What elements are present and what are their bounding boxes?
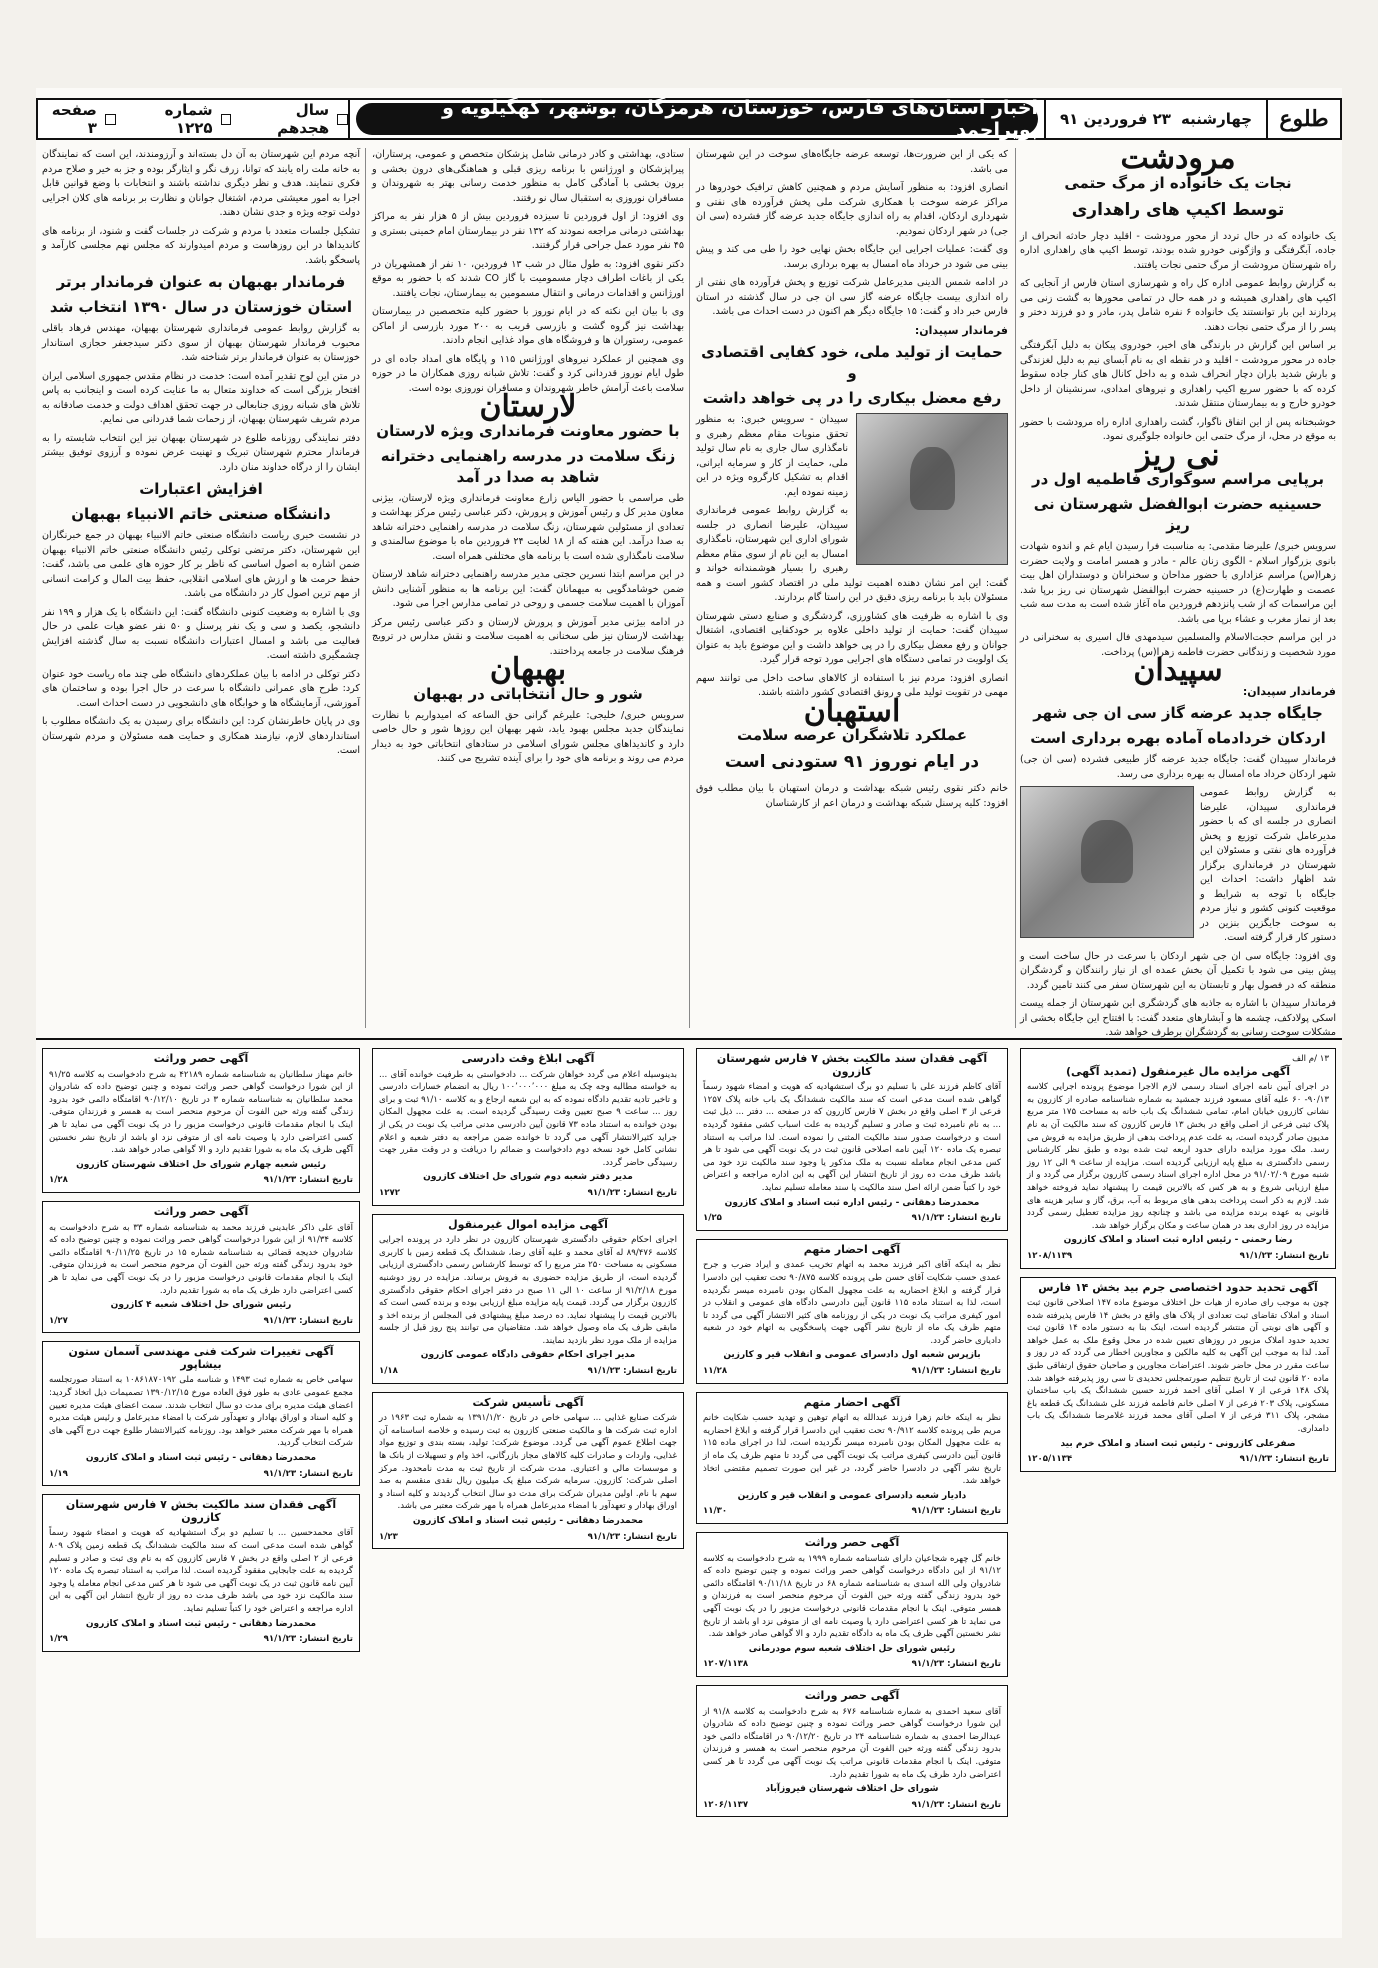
legal-notice (1020, 1277, 1336, 1472)
page-number: صفحه ۳ (51, 101, 97, 137)
kicker: فرماندار سپیدان: (914, 323, 1008, 337)
notice-signature: رئیس شورای حل اختلاف شعبه ۴ کازرون (110, 1300, 292, 1311)
paragraph: که یکی از این ضرورت‌ها، توسعه عرضه جایگاه‌های سوخت در این شهرستان می باشد. (696, 149, 1008, 175)
paragraph: سپیدان - سرویس خبری: به منظور تحقق منویات مقام معظم رهبری و نامگذاری سال جاری به نام سال تولید ملی، حمایت از کار و سرمایه ایرانی، اقدام به تشکیل کارگروه ویژه در این زمینه نموده ایم. (696, 414, 848, 498)
issue-date-value: ۲۳ فروردین ۹۱ (1059, 110, 1171, 128)
notice-footer (49, 1315, 353, 1328)
paragraph: خوشبختانه پس از این اتفاق ناگوار، گشت راهداری اداره راه مرودشت با حضور به موقع در محل، از مرگ حتمی این خانواده جلوگیری نمود. (1020, 416, 1336, 442)
headline: استان خوزستان در سال ۱۳۹۰ انتخاب شد (49, 298, 353, 316)
notice-body: نظر به اینکه خانم زهرا فرزند عبدالله به اتهام توهین و تهدید حسب شکایت خانم مریم طی پرونده کلاسه ۹۰/۹۱۲ تحت تعقیب این دادسرا قرار گرفته و ابلاغ احضاریه به علت مجهول المکان بودن نامبرده میسر نگردیده است، لذا در اجرای ماده ۱۱۵ قانون آیین دادرسی کیفری مراتب یک نوبت آگهی می گردد تا متهم ظرف یک ماه از تاریخ نشر آگهی در دادسرا حاضر گردد، در غیر این صورت تصمیم مقتضی اتخاذ خواهد شد. (703, 1413, 1001, 1487)
square-icon (105, 114, 116, 125)
headline: دانشگاه صنعتی خاتم الانبیاء بهبهان (71, 505, 331, 523)
notice-footer (379, 1187, 677, 1200)
notice-body: شرکت صنایع غذایی ... سهامی خاص در تاریخ ۱۳۹۱/۱/۲۰ به شماره ثبت ۱۹۶۳ در اداره ثبت شرکت ها و مالکیت صنعتی کازرون به ثبت رسیده و خلاصه اساسنامه آن جهت اطلاع عموم آگهی می گردد. موضوع شرکت: تولید، بسته بندی و توزیع مواد غذایی، واردات و صادرات کلیه کالاهای مجاز بازرگانی، اخذ وام و تسهیلات از بانک ها و موسسات مالی و اعتباری. مدت شرکت از تاریخ ثبت به مدت نامحدود. مرکز اصلی شرکت: کازرون. سرمایه شرکت مبلغ یک میلیون ریال نقدی منقسم به صد سهم با نام. اولین مدیران شرکت برای مدت دو سال انتخاب گردیدند و کلیه اسناد و اوراق بهادار و تعهدآور با امضاء مدیرعامل همراه با مهر شرکت معتبر می باشد. (379, 1413, 677, 1512)
paragraph: انصاری افزود: مردم نیز با استفاده از کالاهای ساخت داخل می توانند سهم مهمی در تقویت تولید ملی و رونق اقتصادی کشور داشته باشند. (696, 672, 1008, 698)
notice-footer (49, 1468, 353, 1481)
headline: عملکرد تلاشگران عرصه سلامت (736, 726, 968, 744)
paragraph: در ادامه شمس الدینی مدیرعامل شرکت توزیع و پخش فرآورده های نفتی از راه اندازی بیست جایگاه عرضه گاز سی ان جی در سال گذشته در استان فارس خبر داد و گفت: ۱۵ جایگاه دیگر هم اکنون در دست احداث می باشد. (696, 277, 1008, 317)
paragraph: تشکیل جلسات متعدد با مردم و شرکت در جلسات گفت و شنود، از برنامه های کاندیداها در این روزهاست و مردم امیدوارند که مجلس نهم مجلسی کارآمد و پاسخگو باشد. (42, 225, 360, 266)
paragraph: فرماندار سپیدان با اشاره به جاذبه های گردشگری این شهرستان از جمله پیست اسکی پولادکف، چشمه ها و آبشارهای متعدد گفت: با افتتاح این جایگاه بخشی از مشکلات سوخت رسانی به گردشگران برطرف خواهد شد. (1020, 998, 1336, 1038)
headline: اردکان خردادماه آماده بهره برداری است (1030, 729, 1326, 747)
notice-date: تاریخ انتشار: ۹۱/۱/۲۳ (1239, 1454, 1329, 1465)
notice-code: ۱/۱۸ (379, 1366, 398, 1377)
notice-title: آگهی تأسیس شرکت (472, 1395, 584, 1409)
notice-signature: صفرعلی کازرونی - رئیس ثبت اسناد و املاک خرم بید (1060, 1438, 1296, 1449)
headline: جایگاه جدید عرضه گاز سی ان جی شهر (1033, 704, 1323, 722)
column-divider (689, 148, 690, 1028)
headline: حسینیه حضرت ابوالفضل شهرستان نی ریز (1033, 495, 1323, 534)
notice-footer (1027, 1250, 1329, 1263)
notice-title: آگهی حصر وراثت (804, 1688, 900, 1702)
newspaper-logo: طلوع (1266, 100, 1340, 138)
notice-date: تاریخ انتشار: ۹۱/۱/۲۳ (911, 1506, 1001, 1517)
notice-signature: رئیس شعبه چهارم شورای حل اختلاف شهرستان کازرون (76, 1159, 326, 1170)
legal-notice (42, 1201, 360, 1333)
notice-date: تاریخ انتشار: ۹۱/۱/۲۳ (587, 1187, 677, 1198)
headline: فرماندار بهبهان به عنوان فرماندار برتر (56, 273, 346, 291)
headline: شور و حال انتخاباتی در بهبهان (413, 684, 643, 703)
paragraph: انصاری افزود: به منظور آسایش مردم و همچنین کاهش ترافیک خودروها در مراکز عرضه سوخت با همکاری شرکت ملی پخش فرآورده های نفتی و شهرداری اردکان، اقدام به راه اندازی جایگاه جدید عرضه گاز فشرده (سی ان جی) در شهر اردکان نمودیم. (696, 182, 1008, 237)
notice-date: تاریخ انتشار: ۹۱/۱/۲۳ (263, 1315, 353, 1326)
city-heading: مرودشت (1120, 141, 1236, 176)
paragraph: به گزارش روابط عمومی فرمانداری شهرستان بهبهان، مهندس فرهاد باقلی محبوب فرماندار شهرستان بهبهان از سوی دکتر سیدجعفر حجازی استاندار خوزستان به عنوان فرماندار برتر شناخته شد. (42, 323, 360, 363)
legal-notice (42, 1048, 360, 1193)
notice-signature: محمدرضا دهقانی - رئیس ثبت اسناد و املاک کازرون (412, 1516, 644, 1526)
city-heading: بهبهان (489, 652, 567, 687)
notice-body: آقای علی ذاکر عابدینی فرزند محمد به شناسنامه شماره ۳۳ به شرح دادخواست به کلاسه ۹۱/۳۴ از این شورا درخواست گواهی حصر وراثت نموده و چنین توضیح داده که شادروان خدیجه قضائی به شناسنامه شماره ۱۵ در تاریخ ۹۰/۱۱/۲۵ اقامتگاه دائمی خود بدرود زندگی گفته ورثه حین الفوت آن مرحوم منحصر است به فرزندان متوفی. اینک با انجام مقدمات قانونی درخواست مزبور را در یک نوبت آگهی می نماید تا هر کسی اعتراضی دارد ظرف یک ماه به شورا تقدیم دارد. (49, 1222, 353, 1296)
issue-day: چهارشنبه (1180, 110, 1253, 128)
notice-body: آقای محمدحسین ... با تسلیم دو برگ استشهادیه که هویت و امضاء شهود رسماً گواهی شده است مدعی است که سند مالکیت ششدانگ یک قطعه زمین پلاک ۸۰۹ فرعی از ۲ اصلی واقع در بخش ۷ فارس کازرون که به نام وی ثبت و صادر و تسلیم گردیده به علت جابجایی مفقود گردیده است. لذا مراتب به استناد تبصره یک ماده ۱۲۰ آیین نامه قانون ثبت در یک نوبت آگهی می شود تا هر کس مدعی انجام معامله یا وجود سند مالکیت نزد خود می باشد ظرف مدت ده روز از تاریخ انتشار این آگهی به این اداره مراجعه و اعتراض خود را کتباً تسلیم نماید. (49, 1528, 353, 1614)
article-column-1 (1020, 141, 1336, 1038)
legal-notice (42, 1494, 360, 1652)
classified-column-2 (696, 1048, 1008, 1928)
notice-signature: محمدرضا دهقانی - رئیس اداره ثبت اسناد و املاک کازرون (724, 1197, 980, 1208)
notice-code: ۱۱/۲۸ (703, 1366, 728, 1377)
notice-body: آقای کاظم فرزند علی با تسلیم دو برگ استشهادیه که هویت و امضاء شهود رسماً گواهی شده است مدعی است که سند مالکیت ششدانگ یک باب خانه پلاک ۱۲۵۷ فرعی از ۳ اصلی واقع در بخش ۷ فارس کازرون که در صفحه ... دفتر ... ذیل ثبت ... به نام نامبرده ثبت و صادر و تسلیم گردیده به علت اسباب کشی مفقود گردیده است و درخواست صدور سند مالکیت المثنی را نموده است. لذا مراتب به استناد تبصره یک ماده ۱۲۰ آیین نامه اصلاحی قانون ثبت در یک نوبت آگهی می شود تا هر کس مدعی انجام معامله نسبت به ملک مذکور یا وجود سند مالکیت نزد خود می باشد ظرف مدت ده روز از تاریخ انتشار این آگهی به این اداره مراجعه و اعتراض خود را کتباً ضمن ارائه اصل سند مالکیت یا سند معامله تسلیم نماید. (703, 1082, 1001, 1193)
paragraph: وی گفت: عملیات اجرایی این جایگاه بخش نهایی خود را طی می کند و پیش بینی می شود در خرداد ماه امسال به بهره برداری برسد. (696, 244, 1008, 270)
notice-title: آگهی فقدان سند مالکیت بخش ۷ فارس شهرستان کازرون (716, 1052, 988, 1078)
square-icon (221, 114, 232, 125)
paragraph: فرماندار سپیدان گفت: جایگاه جدید عرضه گاز طبیعی فشرده (سی ان جی) شهر اردکان خرداد ماه امسال به بهره برداری می رسد. (1020, 754, 1336, 780)
legal-notice (42, 1341, 360, 1486)
notice-code: ۱/۱۹ (49, 1468, 68, 1479)
paragraph: دکتر توکلی در ادامه با بیان عملکردهای دانشگاه طی چند ماه ریاست خود عنوان کرد: طرح های عمرانی دانشگاه با سرعت در حال اجرا بوده و ساختمان های آموزشی، آزمایشگاه ها و خوابگاه های دانشجویی در دست احداث است. (42, 668, 360, 709)
notice-code: ۱۲۰۸/۱۱۳۹ (1027, 1250, 1073, 1261)
notice-date: تاریخ انتشار: ۹۱/۱/۲۳ (587, 1531, 677, 1542)
notice-code: ۱/۲۷ (49, 1315, 68, 1326)
notice-code: ۱۲۷۲ (379, 1187, 400, 1198)
notice-title: آگهی مزایده اموال غیرمنقول (448, 1217, 608, 1231)
issue-number: شماره ۱۲۲۵ (164, 101, 213, 137)
notice-date: تاریخ انتشار: ۹۱/۱/۲۳ (263, 1468, 353, 1479)
notice-body: نظر به اینکه آقای اکبر فرزند محمد به اتهام تخریب عمدی و ایراد ضرب و جرح عمدی حسب شکایت آقای حسن طی پرونده کلاسه ۹۰/۸۷۵ تحت تعقیب این دادسرا قرار گرفته و ابلاغ احضاریه به علت مجهول المکان بودن نامبرده میسر نگردیده است، لذا به استناد ماده ۱۱۵ قانون آیین دادرسی دادگاه های عمومی و انقلاب در امور کیفری مراتب یک نوبت در یکی از روزنامه های کثیر الانتشار آگهی می گردد تا متهم ظرف یک ماه از تاریخ نشر آگهی جهت پاسخگویی به اتهام خود در شعبه دادیاری حاضر گردد. (703, 1260, 1001, 1346)
paragraph: طی مراسمی با حضور الیاس زارع معاونت فرمانداری ویژه لارستان، بیژنی معاون مدیر کل و رئیس آموزش و پرورش، دکتر عباسی رئیس مرکز بهداشت و تعدادی از مسئولین شهرستان، زنگ سلامت در مدرسه راهنمایی دخترانه شاهد به صدا درآمد. این هفته که از ۱۸ لغایت ۲۴ فروردین ماه با موضوع سالمندی و سلامت نامگذاری شده است با برنامه های مختلفی همراه است. (372, 492, 684, 562)
paragraph: دفتر نمایندگی روزنامه طلوع در شهرستان بهبهان نیز این انتخاب شایسته را به فرماندار محترم شهرستان تبریک و تهنیت عرض نموده و آرزوی توفیق بیشتر ایشان را از درگاه خداوند منان دارد. (42, 432, 360, 473)
paragraph: آنچه مردم این شهرستان به آن دل بسته‌اند و آرزومندند، این است که نمایندگان به خانه ملت راه یابند که توانا، زرف نگر و ایثارگر بوده و جز به خیر و صلاح مردم فکری ننمایند. هدف و نظر دیگری نداشته باشند و انتخابات با وضع قوانین قابل اجرا به امور معیشتی مردم، اشتغال جوانان و نظارت بر برنامه های کلان اجرایی دولت توجه ویژه و جدی نشان دهند. (42, 149, 360, 218)
paragraph: سرویس خبری/ علیرضا مقدمی: به مناسبت فرا رسیدن ایام غم و اندوه شهادت بانوی بزرگوار اسلام - الگوی زنان عالم - مادر و همسر امامت و ولایت حضرت زهرا(س) مراسم عزاداری با حضور مداحان و سخنرانان و دوستداران اهل بیت عصمت و طهارت(ع) در حسینیه حضرت ابوالفضل شهرستان نی ریز برپا شد. این مراسمات که از شب پانزدهم فروردین ماه آغاز شده است به مدت سه شب بعد از نماز مغرب و عشاء برپا می باشد. (1020, 541, 1336, 625)
legal-notice (696, 1532, 1008, 1677)
notice-body: اجرای احکام حقوقی دادگستری شهرستان کازرون در نظر دارد در پرونده اجرایی کلاسه ۸۹/۴۷۶ له آقای محمد و علیه آقای رضا، ششدانگ یک قطعه زمین با کاربری مسکونی به مساحت ۲۵۰ متر مربع را که توسط کارشناس رسمی دادگستری ارزیابی گردیده است، از طریق مزایده حضوری به فروش برساند. مزایده در روز دوشنبه مورخ ۹۱/۲/۱۸ از ساعت ۱۰ الی ۱۱ صبح در دفتر اجرای احکام حقوقی دادگستری کازرون برگزار می گردد. قیمت پایه مزایده مبلغ ارزیابی بوده و برنده کسی است که بالاترین قیمت را پیشنهاد نماید. ده درصد مبلغ پیشنهادی فی المجلس از برنده اخذ و مابقی ظرف یک ماه وصول خواهد شد. متقاضیان می توانند پنج روز قبل از جلسه مزایده از ملک مورد نظر بازدید نمایند. (379, 1235, 677, 1346)
notice-signature: رئیس شورای حل اختلاف شعبه سوم مودرمانی (748, 1643, 956, 1654)
headline: افزایش اعتبارات (139, 480, 263, 498)
article-column-4 (42, 148, 360, 1028)
issue-info (38, 100, 350, 138)
article-column-2 (696, 148, 1008, 1028)
issue-date (1044, 100, 1266, 138)
paragraph: بر اساس این گزارش در بارندگی های اخیر، خودروی پیکان به دلیل آبگرفتگی جاده در محور مرودشت - اقلید و در نقطه ای به نام آبسای نیم به دلیل لغزندگی و بارش شدید باران دچار انحراف شده و به داخل کانال های کنار جاده سقوط کرده که با حضور سریع اکیپ راهداری و نیروهای امدادی، سرنشینان از داخل خودرو خارج و به بیمارستان منتقل شدند. (1020, 340, 1336, 409)
notice-title: آگهی ابلاغ وقت دادرسی (461, 1052, 595, 1065)
notice-title: آگهی احضار متهم (803, 1395, 901, 1409)
notice-code: ۱/۲۹ (49, 1634, 68, 1645)
headline: حمایت از تولید ملی، خود کفایی اقتصادی و (701, 343, 1003, 382)
notice-date: تاریخ انتشار: ۹۱/۱/۲۳ (911, 1366, 1001, 1377)
notice-date: تاریخ انتشار: ۹۱/۱/۲۳ (911, 1799, 1001, 1810)
paragraph: به گزارش روابط عمومی اداره کل راه و شهرسازی استان فارس از آنجایی که اکیپ های راهداری همیشه و در همه حال در تمامی محورها به گشت زنی می پردازند این بار توانستند یک خانواده ۶ نفره شامل پدر، مادر و دو فرزند دختر و پسر را از مرگ حتمی نجات دهند. (1020, 278, 1336, 333)
paragraph: به گزارش روابط عمومی فرمانداری سپیدان، علیرضا انصاری در جلسه شورای اداری این شهرستان، نامگذاری امسال به این نام از سوی مقام معظم رهبری را بسیار هوشمندانه خواند و گفت: این امر نشان دهنده اهمیت تولید ملی در اقتصاد کشور است و همه مسئولان باید با برنامه ریزی دقیق در این راستا گام بردارند. (695, 505, 1008, 603)
notice-code: ۱/۲۵ (703, 1213, 722, 1224)
classifieds-section (36, 1048, 1342, 1928)
kicker: فرماندار سپیدان: (1242, 684, 1336, 698)
notice-body: چون به موجب رای صادره از هیات حل اختلاف موضوع ماده ۱۴۷ اصلاحی قانون ثبت اسناد و املاک تقاضای ثبت تعدادی از پلاک های واقع در بخش ۱۴ فارس پذیرفته شده و آگهی های نوبتی آن منتشر گردیده است، اینک بنا به دستور ماده ۱۴ قانون ثبت تحدید حدود املاک مزبور در روزهای تعیین شده در محل وقوع ملک به عمل خواهد آمد. لذا به موجب این آگهی به کلیه مالکین و مجاورین اخطار می گردد که در روز و ساعت مقرر در محل حاضر شوند. اعتراضات مجاورین و صاحبان حقوق ارتفاقی طبق ماده ۲۰ قانون ثبت از تاریخ تنظیم صورتمجلس تحدیدی تا سی روز پذیرفته خواهد شد. پلاک ۱۴۸ فرعی از ۷ اصلی آقای احمد فرزند حسین ششدانگ یک باب ساختمان مسکونی، پلاک ۲۰۳ فرعی از ۷ اصلی خانم فاطمه فرزند علی ششدانگ یک قطعه باغ مشجر، پلاک ۳۱۱ فرعی از ۷ اصلی آقای محمد فرزند غلامرضا ششدانگ یک باب دامداری. (1027, 1298, 1330, 1435)
notice-signature: مدیر دفتر شعبه دوم شورای حل اختلاف کازرون (423, 1172, 633, 1183)
notice-code: ۱۱/۳۰ (703, 1506, 728, 1517)
notice-body: خانم گل چهره شجاعیان دارای شناسنامه شماره ۱۹۹۹ به شرح دادخواست به کلاسه ۹۱/۱۲ از این دادگاه درخواست گواهی حصر وراثت نموده و چنین توضیح داده که شادروان ولی الله اسدی به شناسنامه شماره ۶۸ در تاریخ ۹۰/۱۱/۱۸ اقامتگاه دائمی خود بدرود زندگی گفته ورثه حین الفوت آن مرحوم منحصر است به فرزندان و همسر متوفی. اینک با انجام مقدمات قانونی درخواست مزبور را در یک نوبت آگهی می نماید تا هر کسی اعتراضی دارد یا وصیت نامه ای از متوفی نزد او باشد از تاریخ نشر نخستین آگهی ظرف یک ماه به دادگاه تقدیم دارد و الا گواهی صادر خواهد شد. (703, 1553, 1001, 1640)
headline: در ایام نوروز ۹۱ ستودنی است (724, 752, 980, 772)
legal-notice (372, 1048, 684, 1206)
notice-code: ۱/۲۸ (49, 1175, 68, 1186)
newspaper-page (36, 88, 1342, 1938)
legal-notice (1020, 1048, 1336, 1269)
article-column-3 (372, 148, 684, 1028)
notice-body: سهامی خاص به شماره ثبت ۱۴۹۳ و شناسه ملی ۱۰۸۶۱۸۷۰۱۹۲ به استناد صورتجلسه مجمع عمومی عادی به طور فوق العاده مورخ ۱۳۹۰/۱۲/۱۵ تصمیمات ذیل اتخاذ گردید: اعضای هیئت مدیره برای مدت دو سال انتخاب شدند. سمت اعضای هیئت مدیره تعیین و کلیه اسناد و اوراق بهادار و تعهدآور شرکت با امضاء مدیرعامل و رئیس هیئت مدیره همراه با مهر شرکت معتبر خواهد بود. روزنامه کثیرالانتشار طلوع جهت درج آگهی های شرکت انتخاب گردید. (49, 1375, 354, 1449)
notice-title: آگهی احضار متهم (803, 1242, 901, 1256)
notice-footer (703, 1799, 1001, 1812)
notice-signature: شورای حل اختلاف شهرستان فیروزآباد (765, 1784, 939, 1795)
notice-footer (703, 1658, 1001, 1671)
notice-title: آگهی حصر وراثت (804, 1536, 900, 1549)
notice-signature: بازپرس شعبه اول دادسرای عمومی و انقلاب قیر و کارزین (723, 1350, 981, 1361)
classifieds-divider (36, 1038, 1342, 1040)
official-portrait-photo (856, 413, 1008, 565)
column-divider (365, 148, 366, 1028)
paragraph: در متن این لوح تقدیر آمده است: خدمت در نظام مقدس جمهوری اسلامی ایران افتخار بزرگی است که خداوند متعال به ما عنایت کرده است و اینجانب به پاس تلاش های شبانه روزی جنابعالی در جهت تحقق اهداف دولت و خدمت صادقانه به مردم شریف شهرستان بهبهان، از زحمات شما قدردانی می نمایم. (42, 370, 360, 425)
notice-code: ۱۲۰۷/۱۱۳۸ (703, 1659, 749, 1670)
notice-date: تاریخ انتشار: ۹۱/۱/۲۳ (1239, 1250, 1329, 1261)
notice-title: آگهی تحدید حدود اختصاصی جرم بید بخش ۱۴ فارس (1038, 1280, 1318, 1294)
paragraph: وی در پایان خاطرنشان کرد: این دانشگاه برای رسیدن به یک دانشگاه مطلوب با استانداردهای لازم، نیازمند همکاری و حمایت همه مسئولان و مردم شهرستان است. (42, 716, 360, 756)
year-label: سال هجدهم (277, 101, 330, 137)
paragraph: سرویس خبری/ خلیجی: علیرغم گرانی حق الساعه که امیدواریم با نظارت نمایندگان جدید مجلس بهبود یابد، شهر بهبهان این روزها شور و حال خاصی دارد و کاندیداهای مجلس شورای اسلامی در ستادهای انتخاباتی خود به دیدار مردم می روند و برنامه های خود را برای آینده تشریح می کنند. (372, 709, 684, 764)
notice-footer (379, 1365, 677, 1378)
paragraph: در این مراسم حجت‌الاسلام والمسلمین سیدمهدی فال اسیری به سخنرانی در مورد شخصیت و زندگانی حضرت فاطمه زهرا(س) پرداخت. (1020, 632, 1336, 658)
masthead (36, 98, 1342, 140)
notice-title: آگهی حصر وراثت (153, 1204, 249, 1218)
paragraph: دکتر نقوی افزود: به طول مثال در شب ۱۳ فروردین، ۱۰ نفر از همشهریان در یکی از باغات اطراف دچار مسمومیت با گاز CO شدند که با حضور به موقع اورژانس و اقدامات درمانی و انتقال مسمومین به بیمارستان، نجات یافتند. (372, 258, 685, 299)
paragraph: در این مراسم ابتدا نسرین حجتی مدیر مدرسه راهنمایی دخترانه شاهد لارستان ضمن خوشامدگویی به میهمانان گفت: این برنامه ها به منظور آشنایی دانش آموزان با اهمیت سلامت جسمی و روحی در تمامی مدارس اجرا می شود. (372, 569, 684, 609)
paragraph: وی همچنین از عملکرد نیروهای اورژانس ۱۱۵ و پایگاه های امداد جاده ای در طول ایام نوروز قدردانی کرد و گفت: تلاش شبانه روزی همکاران ما در حوزه سلامت باعث آرامش خاطر شهروندان و مسافران نوروزی بوده است. (372, 353, 684, 394)
notice-ref: ۱۳ /م الف (1292, 1054, 1329, 1064)
legal-notice (372, 1392, 684, 1550)
city-heading: لارستان (479, 389, 577, 424)
notice-footer (49, 1633, 353, 1646)
notice-footer (49, 1174, 353, 1187)
paragraph: یک خانواده که در حال تردد از محور مرودشت - اقلید دچار حادثه انحراف از جاده، آبگرفتگی و واژگونی خودرو شده بودند، توسط اکیپ های راهداری اداره راه شهرستان مرودشت از مرگ حتمی نجات یافتند. (1020, 230, 1336, 271)
notice-footer (703, 1505, 1001, 1518)
section-title: اخبار استان‌های فارس، خوزستان، هرمزگان، بوشهر، کهگیلویه و بویراحمد (356, 103, 1038, 135)
legal-notice (696, 1048, 1008, 1231)
headline: زنگ سلامت در مدرسه راهنمایی دخترانه شاهد به صدا در آمد (380, 446, 676, 486)
notice-signature: مدیر اجرای احکام حقوقی دادگاه عمومی کازرون (420, 1350, 636, 1361)
legal-notice (696, 1392, 1008, 1524)
notice-footer (1027, 1453, 1329, 1466)
legal-notice (696, 1685, 1008, 1817)
paragraph: وی با بیان این نکته که در ایام نوروز با حضور کلیه متخصصین در بیمارستان بهداشت نیز گروه گشت و بازرسی قریب به ۲۰۰ مورد بازرسی از اماکن عمومی، رستوران ها و فروشگاه های مواد غذایی انجام دادند. (372, 306, 684, 346)
notice-code: ۱۲۰۶/۱۱۳۷ (703, 1799, 749, 1810)
city-heading: سپیدان (1133, 653, 1223, 688)
notice-date: تاریخ انتشار: ۹۱/۱/۲۳ (587, 1366, 677, 1377)
headline: با حضور معاونت فرمانداری ویژه لارستان (376, 421, 680, 440)
notice-signature: محمدرضا دهقانی - رئیس ثبت اسناد و املاک کازرون (85, 1453, 317, 1464)
paragraph: وی با اشاره به ظرفیت های کشاورزی، گردشگری و صنایع دستی شهرستان سپیدان گفت: حمایت از تولید داخلی علاوه بر خودکفایی اقتصادی، اشتغال جوانان و رفع معضل بیکاری را در پی خواهد داشت و این موضوع باید به عنوان یک اولویت در تمامی دستگاه های اجرایی مورد توجه قرار گیرد. (696, 610, 1008, 665)
notice-date: تاریخ انتشار: ۹۱/۱/۲۳ (911, 1659, 1001, 1670)
city-heading: استهبان (803, 693, 901, 729)
paragraph: خانم دکتر نقوی رئیس شبکه بهداشت و درمان استهبان با بیان مطلب فوق افزود: کلیه پرسنل شبکه بهداشت و درمان اعم از کارشناسان (696, 783, 1008, 809)
legal-notice (372, 1214, 684, 1384)
notice-title: آگهی فقدان سند مالکیت بخش ۷ فارس شهرستان کازرون (65, 1498, 337, 1524)
notice-body: آقای سعید احمدی به شماره شناسنامه ۶۷۶ به شرح دادخواست به کلاسه ۹۱/۸ از این شورا درخواست گواهی حصر وراثت نموده و چنین توضیح داده که شادروان عبدالرضا احمدی به شماره شناسنامه ۲۴ در تاریخ ۹۰/۱۲/۲۰ در اقامتگاه دائمی خود بدرود زندگی گفته ورثه حین الفوت آن مرحوم منحصر است به همسر و فرزندان متوفی. اینک با انجام مقدمات قانونی مراتب یک نوبت آگهی می گردد تا هر کسی اعتراضی دارد ظرف یک ماه به شورا تقدیم دارد. (703, 1706, 1001, 1780)
notice-signature: دادیار شعبه دادسرای عمومی و انقلاب قیر و کارزین (737, 1490, 967, 1501)
headline: نجات یک خانواده از مرگ حتمی (1064, 173, 1292, 192)
paragraph: وی افزود: جایگاه سی ان جی شهر اردکان با سرعت در حال ساخت است و پیش بینی می شود با تکمیل آن بخش عمده ای از نیاز رانندگان و گردشگران منطقه که در فصول بهار و تابستان به این شهرستان سفر می کنند تامین گردد. (1020, 950, 1336, 991)
classified-column-1 (1020, 1048, 1336, 1928)
notice-code: ۱/۲۳ (379, 1531, 398, 1542)
notice-title: آگهی تغییرات شرکت فنی مهندسی آسمان ستون بیشاپور (68, 1345, 334, 1371)
meeting-photo (1020, 786, 1194, 938)
notice-signature: محمدرضا دهقانی - رئیس ثبت اسناد و املاک کازرون (85, 1618, 317, 1629)
headline: توسط اکیپ های راهداری (1071, 199, 1285, 220)
notice-date: تاریخ انتشار: ۹۱/۱/۲۳ (263, 1634, 353, 1645)
paragraph: ستادی، بهداشتی و کادر درمانی شامل پزشکان متخصص و عمومی، پرستاران، پیراپزشکان و اورژانس با برنامه ریزی قبلی و هماهنگی‌های درون بخشی و برون بخشی با آمادگی کامل به منظور خدمت رسانی بهتر به شهروندان و مسافران نوروزی به استقبال سال نو رفتند. (372, 149, 684, 204)
paragraph: وی افزود: از اول فروردین تا سیزده فروردین بیش از ۵ هزار نفر به مراکز بهداشتی درمانی مراجعه نمودند که ۱۳۲ نفر در بیمارستان امام خمینی بستری و ۴۵ نفر مورد عمل جراحی قرار گرفتند. (372, 211, 684, 251)
paragraph: در نشست خبری ریاست دانشگاه صنعتی خاتم الانبیاء بهبهان در جمع خبرنگاران این شهرستان، دکتر مرتضی توکلی رئیس دانشگاه صنعتی خاتم الانبیاء بهبهان ضمن اشاره به اصول اساسی که ناظر بر کار حوزه های علمی می باشد، گفت: حفظ حرمت ها و ارزش های اسلامی انقلابی، حفظ بیت المال و کرامت انسانی از مهم ترین اصول کار در دانشگاه می باشد. (42, 530, 360, 599)
column-divider (1015, 148, 1016, 1028)
notice-footer (703, 1365, 1001, 1378)
notice-title: آگهی مزایده مال غیرمنقول (تمدید آگهی) (1065, 1064, 1291, 1078)
notice-body: بدینوسیله اعلام می گردد خواهان شرکت ... دادخواستی به طرفیت خوانده آقای ... به خواسته مطالبه وجه چک به مبلغ ۱۰۰٬۰۰۰٬۰۰۰ ریال به انضمام خسارات دادرسی و تاخیر تادیه تقدیم دادگاه نموده که به این شعبه ارجاع و به کلاسه ۹۱/۱۰ ثبت و برای روز ... ساعت ۹ صبح تعیین وقت رسیدگی گردیده است. به علت مجهول المکان بودن خوانده به استناد ماده ۷۳ قانون آیین دادرسی مدنی مراتب یک نوبت در یکی از جراید کثیرالانتشار آگهی می گردد تا خوانده ضمن مراجعه به دفتر شعبه و اعلام نشانی کامل خود نسخه دوم دادخواست و ضمائم را دریافت و در وقت مقرر جهت رسیدگی حاضر گردد. (379, 1069, 677, 1168)
notice-date: تاریخ انتشار: ۹۱/۱/۲۳ (911, 1213, 1001, 1224)
notice-body: در اجرای آیین نامه اجرای اسناد رسمی لازم الاجرا موضوع پرونده اجرایی کلاسه ۹۰/۱۳- ۶۰ علیه آقای مسعود فرزند جمشید به شماره شناسنامه صادره از کازرون به نشانی کازرون خیابان امام، تمامی ششدانگ یک باب خانه به مساحت ۱۷۵ متر مربع پلاک ثبتی فرعی از اصلی واقع در بخش ۱۳ فارس کازرون که سند مالکیت آن به نام مدیون صادر گردیده است، به علت عدم پرداخت بدهی از طریق مزایده به فروش می رسد. ملک مورد مزایده دارای حدود اربعه ثبت شده بوده و طبق نظر کارشناس رسمی دادگستری به مبلغ پایه ارزیابی گردیده است. مزایده از ساعت ۹ الی ۱۲ روز شنبه مورخ ۹۱/۰۲/۰۹ در محل اداره اجرای اسناد رسمی کازرون برگزار می گردد و از مبلغ ارزیابی شروع و به هر کس که بالاترین قیمت را پیشنهاد نماید فروخته خواهد شد. لازم به ذکر است پرداخت بدهی های مربوط به آب، برق، گاز و سایر هزینه های قانونی به عهده برنده مزایده می باشد و چنانچه روز مزایده تعطیل رسمی گردد مزایده در روز اداری بعد در همان ساعت و مکان برگزار خواهد شد. (1027, 1082, 1330, 1231)
notice-code: ۱۲۰۵/۱۱۳۴ (1027, 1454, 1073, 1465)
notice-title: آگهی حصر وراثت (153, 1052, 249, 1065)
notice-footer (703, 1212, 1001, 1225)
notice-footer (379, 1531, 677, 1544)
legal-notice (696, 1239, 1008, 1384)
city-heading: نی ریز (1136, 437, 1220, 473)
notice-body: خانم مهناز سلطانیان به شناسنامه شماره ۴۲۱۸۹ به شرح دادخواست به کلاسه ۹۱/۲۵ از این شورا درخواست گواهی حصر وراثت نموده و چنین توضیح داده که شادروان محمد سلطانیان به شناسنامه شماره ۳ در تاریخ ۹۰/۱۲/۱۰ اقامتگاه دائمی خود بدرود زندگی گفته ورثه حین الفوت آن مرحوم منحصر است به همسر و فرزندان متوفی. اینک با انجام مقدمات قانونی درخواست مزبور را در یک نوبت آگهی می نماید تا هر کسی اعتراضی دارد یا وصیت نامه ای از متوفی نزد او باشد از تاریخ نشر نخستین آگهی ظرف یک ماه به شورا تقدیم دارد و الا گواهی صادر خواهد شد. (49, 1069, 354, 1156)
classified-column-3 (372, 1048, 684, 1928)
headline: رفع معضل بیکاری را در پی خواهد داشت (702, 389, 1002, 407)
classified-column-4 (42, 1048, 360, 1928)
paragraph: به گزارش روابط عمومی فرمانداری سپیدان، علیرضا انصاری در جلسه ای که با حضور مدیرعامل شرکت توزیع و پخش فرآورده های نفتی و مسئولان این شهرستان در فرمانداری برگزار شد اظهار داشت: احداث این جایگاه با توجه به شرایط و موقعیت کنونی کشور و نیاز مردم به سوخت جایگزین بنزین در دستور کار قرار گرفته است. (1200, 787, 1336, 943)
paragraph: در ادامه بیژنی مدیر آموزش و پرورش لارستان و دکتر عباسی رئیس مرکز بهداشت لارستان نیز طی سخنانی به اهمیت سلامت و نقش مدارس در ترویج فرهنگ سلامت در جامعه پرداختند. (372, 616, 684, 657)
notice-signature: رضا رحمنی - رئیس اداره ثبت اسناد و املاک کازرون (1063, 1235, 1293, 1246)
headline: برپایی مراسم سوگواری فاطمیه اول در (1032, 470, 1324, 488)
paragraph: وی با اشاره به وضعیت کنونی دانشگاه گفت: این دانشگاه با یک هزار و ۱۹۹ نفر دانشجو، یکصد و سی و یک نفر پرسنل و ۵۰ نفر عضو هیات علمی در حال فعالیت می باشد و امسال اعتبارات دانشگاه نسبت به سال گذشته افزایش چشمگیری داشته است. (42, 606, 360, 661)
notice-date: تاریخ انتشار: ۹۱/۱/۲۳ (263, 1175, 353, 1186)
square-icon (337, 114, 348, 125)
